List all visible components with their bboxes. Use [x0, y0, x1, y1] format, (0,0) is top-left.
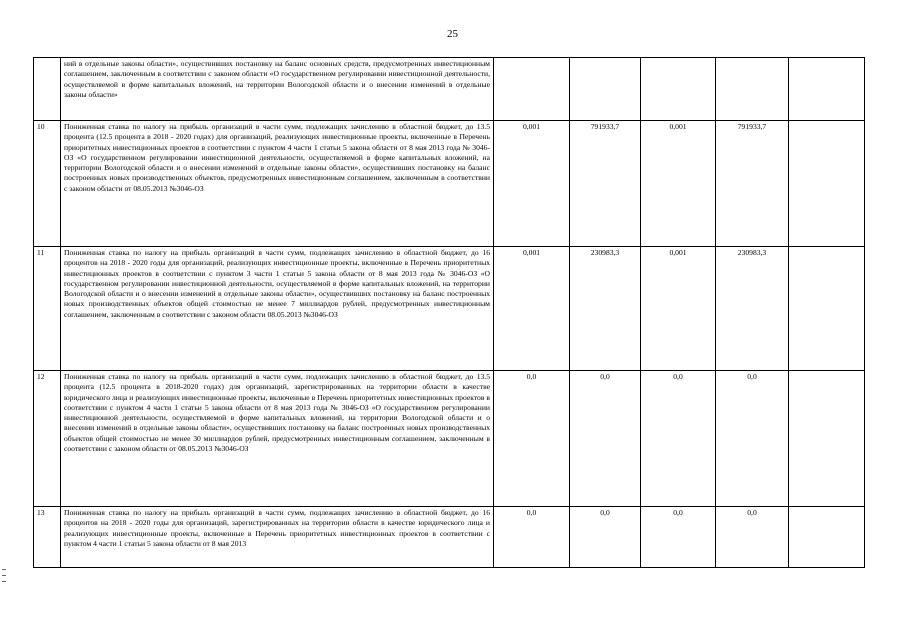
value-cell	[570, 58, 641, 121]
tax-benefits-table	[33, 57, 865, 568]
row-description: Пониженная ставка по налогу на прибыль организаций в части сумм, подлежащих зачислению в областной бюджет, до 13.5 процента (12.5 процента в 2018-2020 годах) для организаций, зарегистрированных на территории области в качестве юридического лица и реализующих инвестиционные проекты, включенные в Перечень приоритетных инвестиционных проектов в соответствии с пунктом 4 части 1 статьи 5 закона области от 8 мая 2013 года № 3046-ОЗ «О государственном регулировании инвестиционной деятельности, осуществляемой в форме капитальных вложений, на территории Вологодской области и о внесении изменений в отдельные законы области», осуществивших постановку на баланс построенных новых производственных объектов общей стоимостью не менее 30 миллиардов рублей, предусмотренных инвестиционным соглашением, заключенным в соответствии с законом области от 08.05.2013 №3046-ОЗ	[61, 371, 494, 507]
value-cell: 0,0	[641, 371, 716, 507]
row-number: 10	[34, 121, 61, 247]
value-cell	[494, 58, 570, 121]
row-description: ний в отдельные законы области», осуществивших постановку на баланс основных средств, предусмотренных инвестиционным соглашением, заключенным в соответствии с законом области «О государственном регулировании инвестиционной деятельности, осуществляемой в форме капитальных вложений, на территории Вологодской области и о внесении изменений в отдельные законы области»	[61, 58, 494, 121]
value-cell: 230983,3	[716, 247, 789, 371]
row-description: Пониженная ставка по налогу на прибыль организаций в части сумм, подлежащих зачислению в областной бюджет, до 16 процентов на 2018 - 2020 годы для организаций, зарегистрированных на территории области в качестве юридического лица и реализующих инвестиционные проекты, включенные в Перечень приоритетных инвестиционных проектов в соответствии с пунктом 4 части 1 статьи 5 закона области от 8 мая 2013	[61, 507, 494, 568]
margin-mark	[2, 581, 6, 582]
row-description: Пониженная ставка по налогу на прибыль организаций в части сумм, подлежащих зачислению в областной бюджет, до 13.5 процента (12.5 процента в 2018 - 2020 годах) для организаций, реализующих инвестиционные проекты, включенные в Перечень приоритетных инвестиционных проектов в соответствии с пунктом 4 части 1 статьи 5 закона области от 8 мая 2013 года № 3046-ОЗ «О государственном регулировании инвестиционной деятельности, осуществляемой в форме капитальных вложений, на территории Вологодской области и о внесении изменений в отдельные законы области», осуществивших постановку на баланс построенных новых производственных объектов, предусмотренных инвестиционным соглашением, заключенным в соответствии с законом области от 08.05.2013 №3046-ОЗ	[61, 121, 494, 247]
value-cell	[716, 58, 789, 121]
table-row	[34, 247, 865, 371]
value-cell: 0,0	[570, 371, 641, 507]
value-cell: 0,001	[494, 121, 570, 247]
table-row	[34, 507, 865, 568]
row-number: 11	[34, 247, 61, 371]
value-cell: 0,0	[494, 507, 570, 568]
table-row	[34, 371, 865, 507]
value-cell: 0,0	[494, 371, 570, 507]
value-cell: 0,001	[641, 247, 716, 371]
row-description: Пониженная ставка по налогу на прибыль организаций в части сумм, подлежащих зачислению в областной бюджет, до 16 процентов на 2018 - 2020 годы для организаций, реализующих инвестиционные проекты, включенные в Перечень приоритетных инвестиционных проектов в соответствии с пунктом 3 части 1 статьи 5 закона области от 8 мая 2013 года № 3046-ОЗ «О государственном регулировании инвестиционной деятельности, осуществляемой в форме капитальных вложений, на территории Вологодской области и о внесении изменений в отдельные законы области», осуществивших постановку на баланс построенных новых производственных объектов общей стоимостью не менее 7 миллиардов рублей, предусмотренных инвестиционным соглашением, заключенным в соответствии с законом области 08.05.2013 №3046-ОЗ	[61, 247, 494, 371]
value-cell: 0,0	[716, 371, 789, 507]
row-number: 13	[34, 507, 61, 568]
value-cell	[789, 507, 865, 568]
row-number: 12	[34, 371, 61, 507]
row-number	[34, 58, 61, 121]
value-cell	[641, 58, 716, 121]
margin-mark	[2, 575, 6, 576]
value-cell: 0,0	[570, 507, 641, 568]
value-cell	[789, 121, 865, 247]
value-cell	[789, 58, 865, 121]
table-row	[34, 121, 865, 247]
value-cell: 0,0	[716, 507, 789, 568]
value-cell	[789, 247, 865, 371]
margin-mark	[2, 569, 6, 570]
value-cell: 791933,7	[716, 121, 789, 247]
value-cell: 0,001	[494, 247, 570, 371]
value-cell: 0,001	[641, 121, 716, 247]
page-number: 25	[447, 28, 458, 40]
value-cell: 791933,7	[570, 121, 641, 247]
value-cell: 0,0	[641, 507, 716, 568]
table-row	[34, 58, 865, 121]
value-cell	[789, 371, 865, 507]
value-cell: 230983,3	[570, 247, 641, 371]
